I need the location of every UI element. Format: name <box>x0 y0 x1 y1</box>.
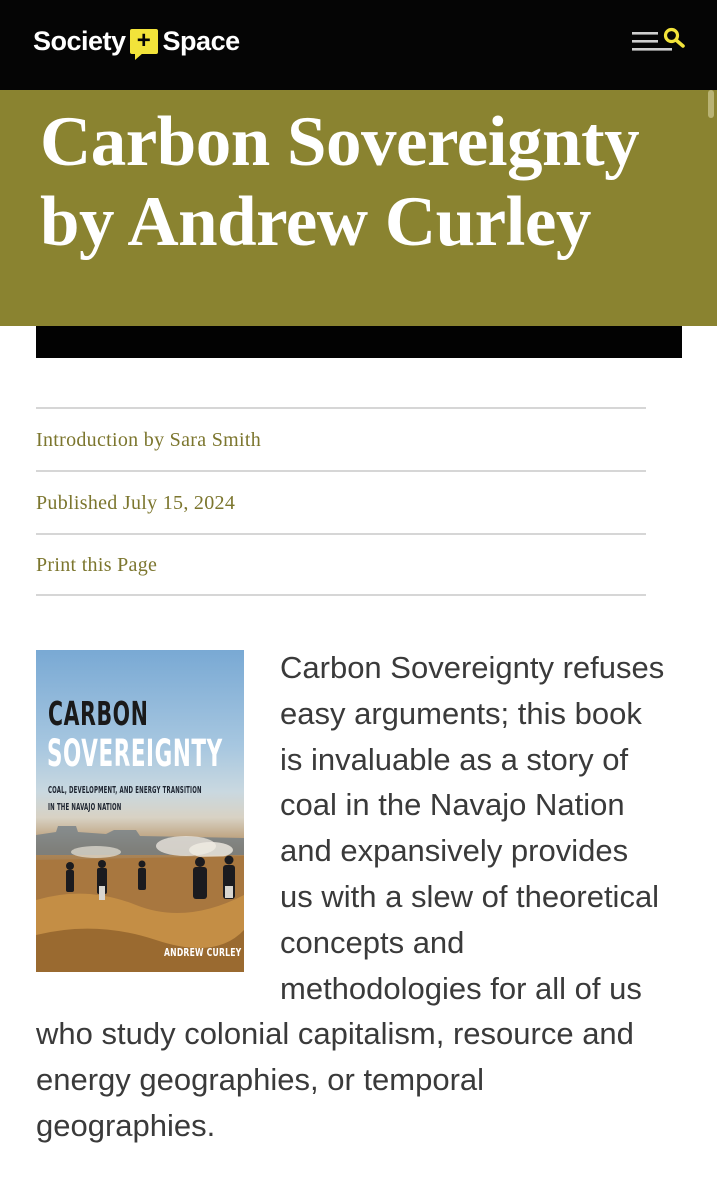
logo-word-space: Space <box>162 25 240 56</box>
logo-plus-badge: + <box>130 29 158 54</box>
cover-subtitle-line-2: IN THE NAVAJO NATION <box>48 802 122 813</box>
published-date: Published July 15, 2024 <box>36 492 236 514</box>
introduction-credit: Introduction by Sara Smith <box>36 429 261 451</box>
site-logo[interactable] <box>33 24 240 58</box>
cover-subtitle-line-1: COAL, DEVELOPMENT, AND ENERGY TRANSITION <box>48 785 202 796</box>
cover-author: ANDREW CURLEY <box>164 946 242 959</box>
page-title: Carbon Sovereignty by Andrew Curley <box>40 103 640 261</box>
top-navigation-bar <box>0 0 717 90</box>
cover-title-line-2: SOVEREIGNTY <box>47 732 223 775</box>
article-meta-list <box>36 407 646 596</box>
cover-float-spacer <box>36 645 280 990</box>
article-body <box>36 645 666 1149</box>
logo-word-society: Society <box>33 25 126 56</box>
meta-print[interactable] <box>36 533 646 596</box>
meta-introduction <box>36 407 646 470</box>
hero-image-strip <box>36 326 682 358</box>
article-body-paragraph: Carbon Sovereignty refuses easy arguments; this book is invaluable as a story of coal in the Navajo Nation and expansively provides us with a slew of theoretical concepts and methodologies for all of us who study colonial capitalism, resource and energy geographies, or temporal geographies. <box>36 650 665 1143</box>
print-page-link[interactable]: Print this Page <box>36 554 158 576</box>
menu-search-button[interactable] <box>632 26 688 56</box>
scrollbar-thumb[interactable] <box>708 90 714 118</box>
search-icon <box>662 26 686 50</box>
cover-title-line-1: CARBON <box>48 694 149 733</box>
meta-published <box>36 470 646 533</box>
